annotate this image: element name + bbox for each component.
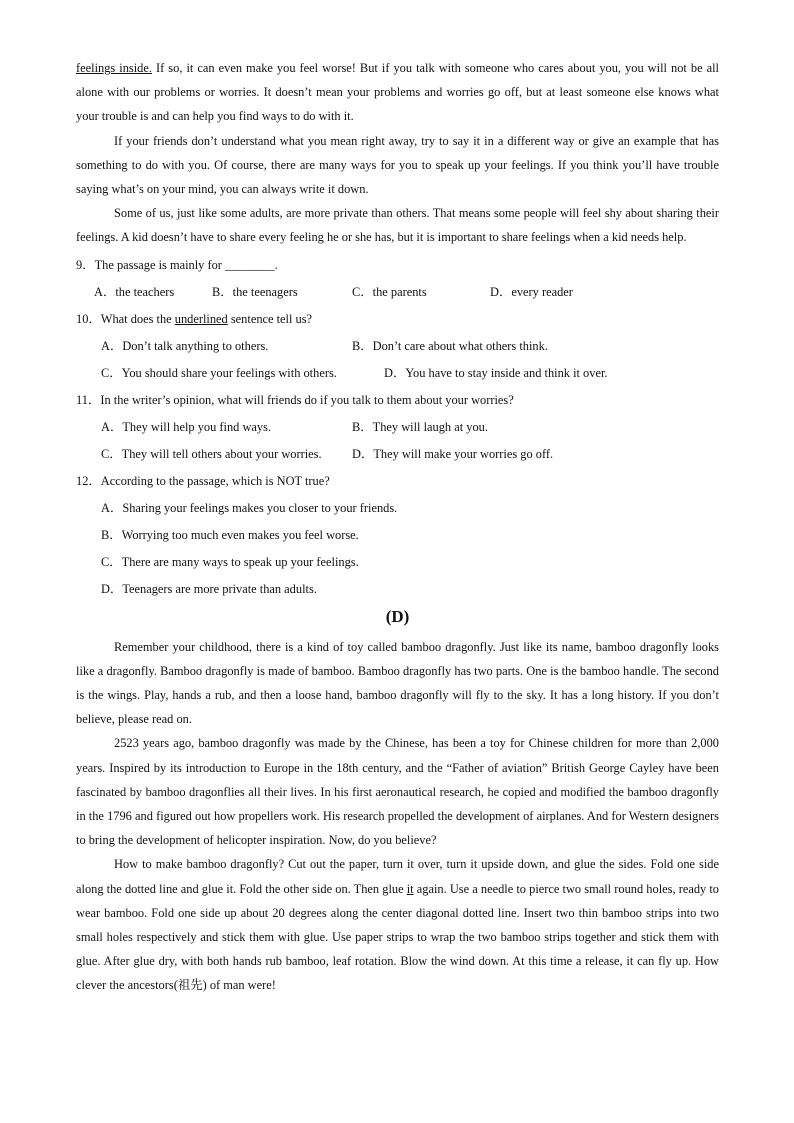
question-10-options-row-2 [101,361,719,385]
passage-c-paragraph-3: Some of us, just like some adults, are more private than others. That means some people will feel shy about sharing their feelings. A kid doesn’t have to share every feeling he or she has, but it is important to share feelings when a kid needs help. [76,206,719,245]
passage-d-paragraph-2: 2523 years ago, bamboo dragonfly was made by the Chinese, has been a toy for Chinese children for more than 2,000 years. Inspired by its introduction to Europe in the 18th century, and the “Father of aviation” British George Cayley have been fascinated by bamboo dragonflies all their lives. In his first aeronautical research, he copied and modified the bamboo dragonfly in the 1796 and figured out how propellers work. His research propelled the development of airplanes. And for Western designers to bring the development of helicopter inspiration. Now, do you believe? [76,736,719,848]
option-9c: C．the parents [352,284,427,299]
question-9-options [94,280,719,304]
option-12a: A．Sharing your feelings makes you closer to your friends. [101,500,398,515]
question-10: 10．What does the underlined sentence tell us? [76,311,313,326]
option-9b: B．the teenagers [212,284,298,299]
passage-c-paragraph-2: If your friends don’t understand what you mean right away, try to say it in a different way or give an example that has something to do with you. Of course, there are many ways for you to speak up your feelings. If you think you’ll have trouble saying what’s on your mind, you can always write it down. [76,133,719,197]
passage-c-paragraph-1: feelings inside. If so, it can even make you feel worse! But if you talk with someone who cares about you, you will not be all alone with our problems or worries. It doesn’t mean your problems and worries go off, but at least someone else knows what your trouble is and can help you find ways to do with it. [76,61,719,124]
underlined-sentence: feelings inside. [76,61,152,75]
question-11-options-row-2 [101,442,719,466]
option-9a: A．the teachers [94,284,175,299]
option-11d: D．They will make your worries go off. [352,446,554,461]
option-10a: A．Don’t talk anything to others. [101,338,269,353]
option-12c: C．There are many ways to speak up your feelings. [101,554,359,569]
option-10b: B．Don’t care about what others think. [352,338,548,353]
section-heading-d: (D) [385,606,410,626]
option-11c: C．They will tell others about your worries. [101,446,322,461]
option-12b: B．Worrying too much even makes you feel worse. [101,527,359,542]
option-11b: B．They will laugh at you. [352,419,488,434]
passage-d-paragraph-3: How to make bamboo dragonfly? Cut out the paper, turn it over, turn it upside down, and glue the sides. Fold one side along the dotted line and glue it. Fold the other side on. Then glue it again. Use a needle to pierce two small round holes, ready to wear bamboo. Fold one side up about 20 degrees along the center diagonal dotted line. Insert two thin bamboo strips into two small holes respectively and stick them with glue. Use paper strips to wrap the two bamboo strips together and stick them with glue. After glue dry, with both hands rub bamboo, leaf rotation. Blow the wind down. At this time a release, it can fly up. How clever the ancestors(祖先) of man were! [76,857,719,993]
document-page [76,56,719,998]
passage-d-paragraph-1: Remember your childhood, there is a kind of toy called bamboo dragonfly. Just like its name, bamboo dragonfly looks like a dragonfly. Bamboo dragonfly is made of bamboo. Bamboo dragonfly has two parts. One is the bamboo handle. The second is the wings. Play, hands a rub, and then a loose hand, bamboo dragonfly will fly to the sky. It has a long history. If you don’t believe, please read on. [76,639,719,727]
option-10c: C．You should share your feelings with others. [101,365,337,380]
option-9d: D．every reader [490,284,573,299]
option-11a: A．They will help you find ways. [101,419,272,434]
option-10d: D．You have to stay inside and think it over. [384,365,608,380]
option-12d: D．Teenagers are more private than adults. [101,581,317,596]
underlined-word-it: it [406,881,414,896]
question-10-options-row-1 [101,334,719,358]
question-11-options-row-1 [101,415,719,439]
question-12: 12．According to the passage, which is NOT true? [76,473,330,488]
question-11: 11．In the writer’s opinion, what will friends do if you talk to them about your worries? [76,392,514,407]
question-9: 9．The passage is mainly for ________. [76,257,278,272]
